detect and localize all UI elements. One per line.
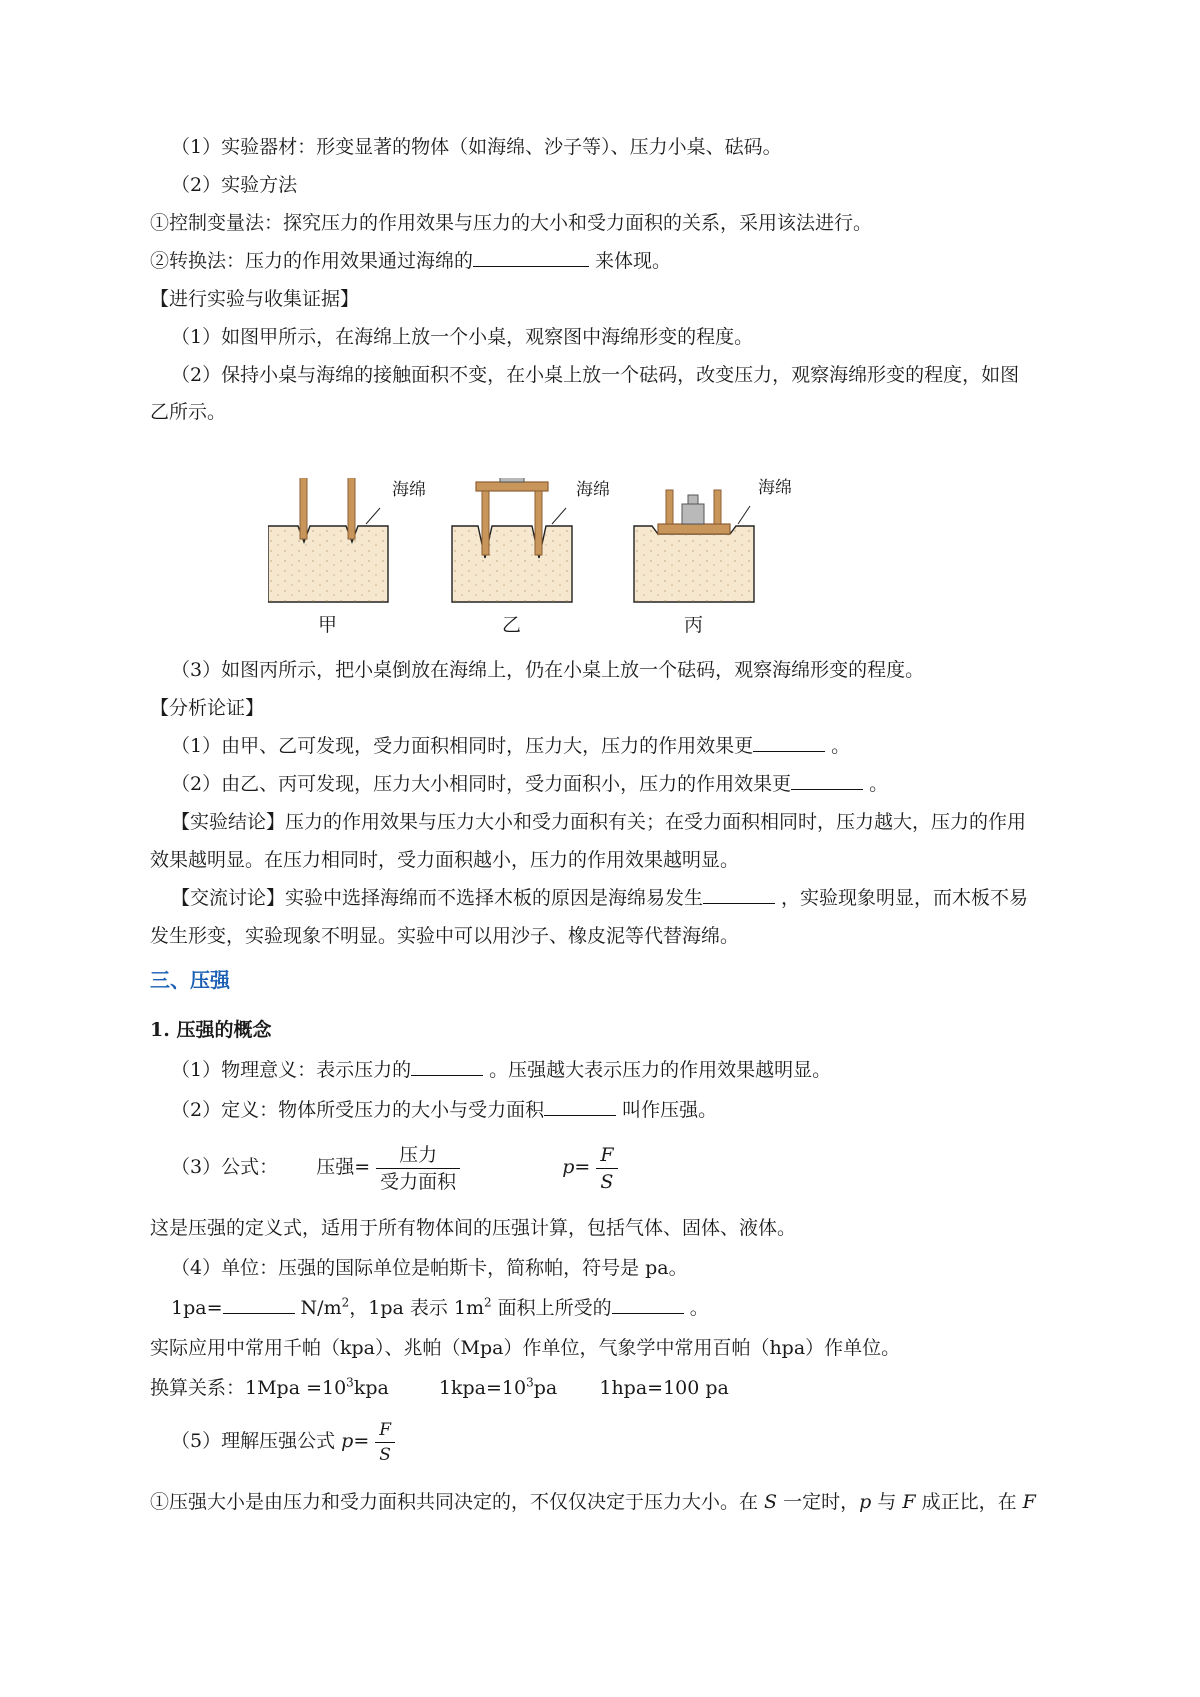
sponge-label-bing: 海绵 bbox=[758, 478, 792, 498]
panel-yi bbox=[452, 478, 572, 602]
discussion-line-cont: 发生形变，实验现象不明显。实验中可以用沙子、橡皮泥等代替海绵。 bbox=[150, 925, 740, 947]
blank-5 bbox=[411, 1057, 483, 1076]
subsection-pressure-concept: 1. 压强的概念 bbox=[150, 1019, 272, 1041]
conversion-line: 换算关系：$1Mpa =10^3kpa$ $1kpa=10^3pa$ 1hpa=100 pa bbox=[150, 1375, 729, 1399]
blank-6 bbox=[544, 1097, 616, 1116]
analysis-heading: 【分析论证】 bbox=[150, 697, 265, 719]
caption-jia: 甲 bbox=[318, 614, 338, 636]
sponge-label-yi: 海绵 bbox=[576, 480, 610, 500]
caption-yi: 乙 bbox=[502, 614, 522, 636]
table-top bbox=[476, 482, 548, 491]
table-leg bbox=[482, 491, 489, 555]
formula-explanation-line: ①压强大小是由压力和受力面积共同决定的，不仅仅决定于压力大小。在 S 一定时，p 与 F 成正比，在 F bbox=[150, 1491, 1036, 1513]
formula-note-line: 这是压强的定义式，适用于所有物体间的压强计算，包括气体、固体、液体。 bbox=[150, 1217, 797, 1239]
weight bbox=[500, 478, 524, 482]
panel-jia bbox=[268, 478, 388, 602]
blank-1 bbox=[473, 248, 589, 267]
pressure-symbol-fraction: $\frac{F}{S}$ bbox=[596, 1142, 617, 1195]
figure-svg bbox=[268, 478, 808, 643]
weight bbox=[682, 504, 704, 524]
experiment-heading: 【进行实验与收集证据】 bbox=[150, 288, 360, 310]
analysis-2-line: （2）由乙、丙可发现，压力大小相同时，受力面积小，压力的作用效果更 。 bbox=[171, 773, 889, 795]
section-heading-pressure: 三、压强 bbox=[150, 968, 230, 992]
control-variable-line: ①控制变量法：探究压力的作用效果与压力的大小和受力面积的关系，采用该法进行。 bbox=[150, 212, 873, 234]
common-units-line: 实际应用中常用千帕（kpa）、兆帕（Mpa）作单位，气象学中常用百帕（hpa）作单位。 bbox=[150, 1337, 901, 1359]
blank-8 bbox=[612, 1295, 684, 1314]
table-leg bbox=[348, 478, 355, 539]
formula-fraction-small: $\frac{F}{S}$ bbox=[375, 1418, 395, 1467]
blank-3 bbox=[791, 771, 863, 790]
conclusion-line-cont: 效果越明显。在压力相同时，受力面积越小，压力的作用效果越明显。 bbox=[150, 849, 740, 871]
formula-line: （3）公式： 压强= $\frac{\text{压力}}{\text{受力面积}}$ p= $\frac{F}{S}$ bbox=[171, 1136, 1131, 1198]
panel-bing bbox=[634, 490, 754, 602]
understand-formula-line: （5）理解压强公式 p= $\frac{F}{S}$ bbox=[171, 1412, 1131, 1470]
table-leg bbox=[714, 490, 721, 524]
blank-7 bbox=[223, 1295, 295, 1314]
materials-line: （1）实验器材：形变显著的物体（如海绵、沙子等）、压力小桌、砝码。 bbox=[171, 136, 782, 158]
blank-4 bbox=[703, 885, 775, 904]
unit-line: （4）单位：压强的国际单位是帕斯卡，简称帕，符号是 pa。 bbox=[171, 1257, 688, 1279]
sponge-experiment-figure bbox=[268, 478, 808, 643]
step-2-line-cont: 乙所示。 bbox=[150, 401, 227, 423]
conclusion-line: 【实验结论】压力的作用效果与压力大小和受力面积有关；在受力面积相同时，压力越大，压力的作用 bbox=[171, 811, 1027, 833]
weight-knob bbox=[688, 495, 698, 504]
table-leg bbox=[535, 491, 542, 555]
table-top bbox=[658, 524, 730, 534]
blank-2 bbox=[753, 733, 825, 752]
table-leg bbox=[300, 478, 307, 539]
definition-line: （2）定义：物体所受压力的大小与受力面积 叫作压强。 bbox=[171, 1099, 718, 1121]
caption-bing: 丙 bbox=[684, 614, 704, 636]
step-1-line: （1）如图甲所示，在海绵上放一个小桌，观察图中海绵形变的程度。 bbox=[171, 326, 754, 348]
table-leg bbox=[666, 490, 673, 524]
pressure-word-fraction: $\frac{\text{压力}}{\text{受力面积}}$ bbox=[376, 1142, 460, 1195]
analysis-1-line: （1）由甲、乙可发现，受力面积相同时，压力大，压力的作用效果更 。 bbox=[171, 735, 851, 757]
discussion-line: 【交流讨论】实验中选择海绵而不选择木板的原因是海绵易发生 ，实验现象明显，而木板不易 bbox=[171, 887, 1029, 909]
sponge-label-jia: 海绵 bbox=[392, 480, 426, 500]
unit-definition-line: $1pa= N/m^2$，1pa 表示 $1m^2$ 面积上所受的 。 bbox=[171, 1295, 709, 1319]
method-heading: （2）实验方法 bbox=[171, 174, 298, 196]
conversion-method-line: ②转换法：压力的作用效果通过海绵的 来体现。 bbox=[150, 250, 672, 272]
physical-meaning-line: （1）物理意义：表示压力的 。压强越大表示压力的作用效果越明显。 bbox=[171, 1059, 832, 1081]
step-2-line: （2）保持小桌与海绵的接触面积不变，在小桌上放一个砝码，改变压力，观察海绵形变的程度，如图 bbox=[171, 364, 1020, 386]
step-3-line: （3）如图丙所示，把小桌倒放在海绵上，仍在小桌上放一个砝码，观察海绵形变的程度。 bbox=[171, 659, 925, 681]
